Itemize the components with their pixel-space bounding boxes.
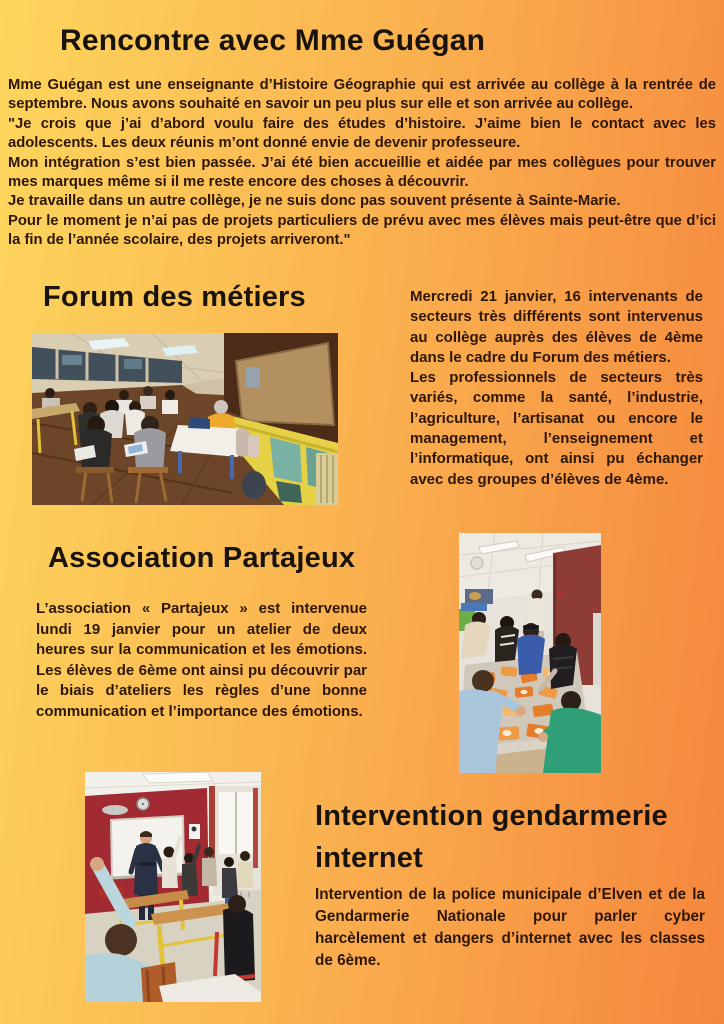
guegan-paragraph: "Je crois que j’ai d’abord voulu faire des études d’histoire. J’aime bien le contact avec les adolescents. Les deux réunis m’ont donné envie de devenir professeure.: [8, 115, 716, 152]
gendarmerie-paragraph: Intervention de la police municipale d’Elven et de la Gendarmerie Nationale pour parler cyber harcèlement et dangers d’internet avec les classes de 6ème.: [315, 886, 705, 969]
guegan-paragraph: Mme Guégan est une enseignante d’Histoire Géographie qui est arrivée au collège à la rentrée de septembre. Nous avons souhaité en savoir un peu plus sur elle et son arrivée au collège.: [8, 77, 716, 113]
partajeux-workshop-photo: [459, 533, 601, 773]
forum-classroom-photo: [32, 333, 338, 505]
partajeux-workshop-illustration: [459, 533, 601, 773]
forum-paragraph: Mercredi 21 janvier, 16 intervenants de secteurs très différents sont intervenus au collège auprès des élèves de 4ème dans le cadre du Forum des métiers.: [410, 288, 703, 366]
gendarmerie-classroom-photo: [85, 772, 261, 1002]
guegan-section-title: Rencontre avec Mme Guégan: [60, 24, 486, 57]
partajeux-text: [36, 599, 367, 723]
guegan-paragraph: Pour le moment je n’ai pas de projets particuliers de prévu avec mes élèves mais peut-être que d’ici la fin de l’année scolaire, des projets arriveront.": [8, 212, 716, 249]
guegan-paragraph: Mon intégration s’est bien passée. J’ai été bien accueillie et aidée par mes collègues pour trouver mes marques même si il me reste encore des choses à découvrir.: [8, 154, 716, 191]
partajeux-paragraph: L’association « Partajeux » est intervenue lundi 19 janvier pour un atelier de deux heures sur la communication et les émotions. Les élèves de 6ème ont ainsi pu découvrir par le biais d’ateliers les règles d’une bonne communication et l’importance des émotions.: [36, 600, 367, 720]
forum-paragraph: Les professionnels de secteurs très variés, comme la santé, l’industrie, l’agriculture, l’artisanat ou encore le management, l’enseignement et l’informatique, ont ainsi pu échanger avec des groupes d’élèves de 4ème.: [410, 369, 703, 488]
guegan-paragraph: Je travaille dans un autre collège, je ne suis donc pas souvent présente à Sainte-Marie.: [8, 193, 621, 210]
forum-section-title: Forum des métiers: [43, 281, 306, 313]
forum-classroom-illustration: [32, 333, 338, 505]
partajeux-section-title: Association Partajeux: [48, 542, 356, 574]
guegan-intro-text: [8, 76, 716, 251]
gendarmerie-classroom-illustration: [85, 772, 261, 1002]
gendarmerie-section-title: Intervention gendarmerie internet: [315, 800, 668, 874]
forum-text: [410, 287, 703, 490]
gendarmerie-text: [315, 884, 705, 972]
